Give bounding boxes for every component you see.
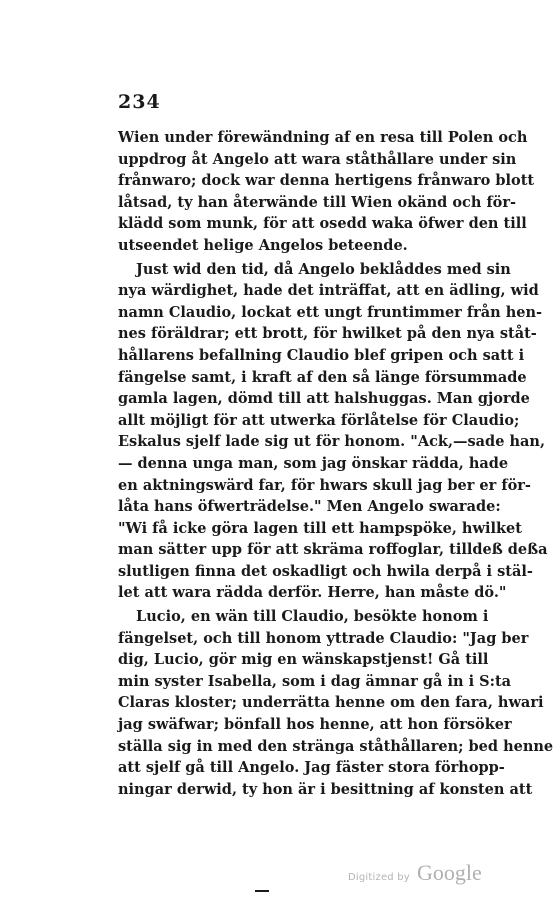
text-line: dig, Lucio, gör mig en wänskapstjenst! Gå till xyxy=(118,651,489,669)
text-line: uppdrog åt Angelo att wara ståthållare under sin xyxy=(118,150,517,168)
text-line: ningar derwid, ty hon är i besittning af konsten att xyxy=(118,780,533,798)
text-line: frånwaro; dock war denna hertigens frånwaro blott xyxy=(118,172,535,190)
text-line: hållarens befallning Claudio blef gripen och satt i xyxy=(118,346,525,364)
google-logo: Google xyxy=(417,860,482,885)
text-line: utseendet helige Angelos beteende. xyxy=(118,236,408,254)
text-line: min syster Isabella, som i dag ämnar gå in i S:ta xyxy=(118,672,512,690)
text-line: man sätter upp för att skräma roffoglar, tilldeß deßa xyxy=(118,541,548,559)
text-line: namn Claudio, lockat ett ungt fruntimmer från hen- xyxy=(118,303,543,321)
text-line: let att wara rädda derför. Herre, han måste dö." xyxy=(118,584,507,602)
text-line: gamla lagen, dömd till att halshuggas. Man gjorde xyxy=(118,390,530,408)
text-line: Eskalus sjelf lade sig ut för honom. "Ack,—sade han, xyxy=(118,433,545,451)
watermark-caption: Digitized by xyxy=(348,872,410,883)
text-line: klädd som munk, för att osedd waka öfwer den till xyxy=(118,215,527,233)
text-line: nya wärdighet, hade det inträffat, att en ädling, wid xyxy=(118,282,539,300)
text-line: låtsad, ty han återwände till Wien okänd och för- xyxy=(118,193,517,211)
text-line: Claras kloster; underrätta henne om den fara, hwari xyxy=(118,694,544,712)
digitized-watermark xyxy=(348,860,482,886)
text-line: jag swäfwar; bönfall hos henne, att hon försöker xyxy=(118,716,512,734)
text-line: Lucio, en wän till Claudio, besökte honom i xyxy=(136,608,489,626)
text-line: Wien under förewändning af en resa till Polen och xyxy=(118,129,528,146)
text-line: "Wi få icke göra lagen till ett hampspöke, hwilket xyxy=(118,519,522,537)
page-number: 234 xyxy=(118,91,161,113)
text-line: en aktningswärd far, för hwars skull jag ber er för- xyxy=(118,476,531,494)
paragraph xyxy=(118,606,553,800)
text-line: ställa sig in med den stränga ståthållaren; bed henne xyxy=(118,737,553,755)
text-line: fängelset, och till honom yttrade Claudio: "Jag ber xyxy=(118,629,529,647)
text-line: slutligen finna det oskadligt och hwila derpå i stäl- xyxy=(118,562,533,580)
body-text xyxy=(118,127,553,800)
paragraph xyxy=(118,259,548,605)
text-line: låta hans öfwerträdelse." Men Angelo swarade: xyxy=(118,498,501,516)
text-line: att sjelf gå till Angelo. Jag fäster stora förhopp- xyxy=(118,759,505,777)
text-line: fängelse samt, i kraft af den så länge försummade xyxy=(118,368,527,386)
text-line: allt möjligt för att utwerka förlåtelse för Claudio; xyxy=(118,411,520,429)
text-line: nes föräldrar; ett brott, för hwilket på den nya ståt- xyxy=(118,325,537,343)
paragraph xyxy=(118,127,535,257)
text-line: Just wid den tid, då Angelo beklåddes med sin xyxy=(136,260,511,278)
page-bottom-mark xyxy=(255,890,269,892)
text-line: — denna unga man, som jag önskar rädda, hade xyxy=(118,454,509,472)
